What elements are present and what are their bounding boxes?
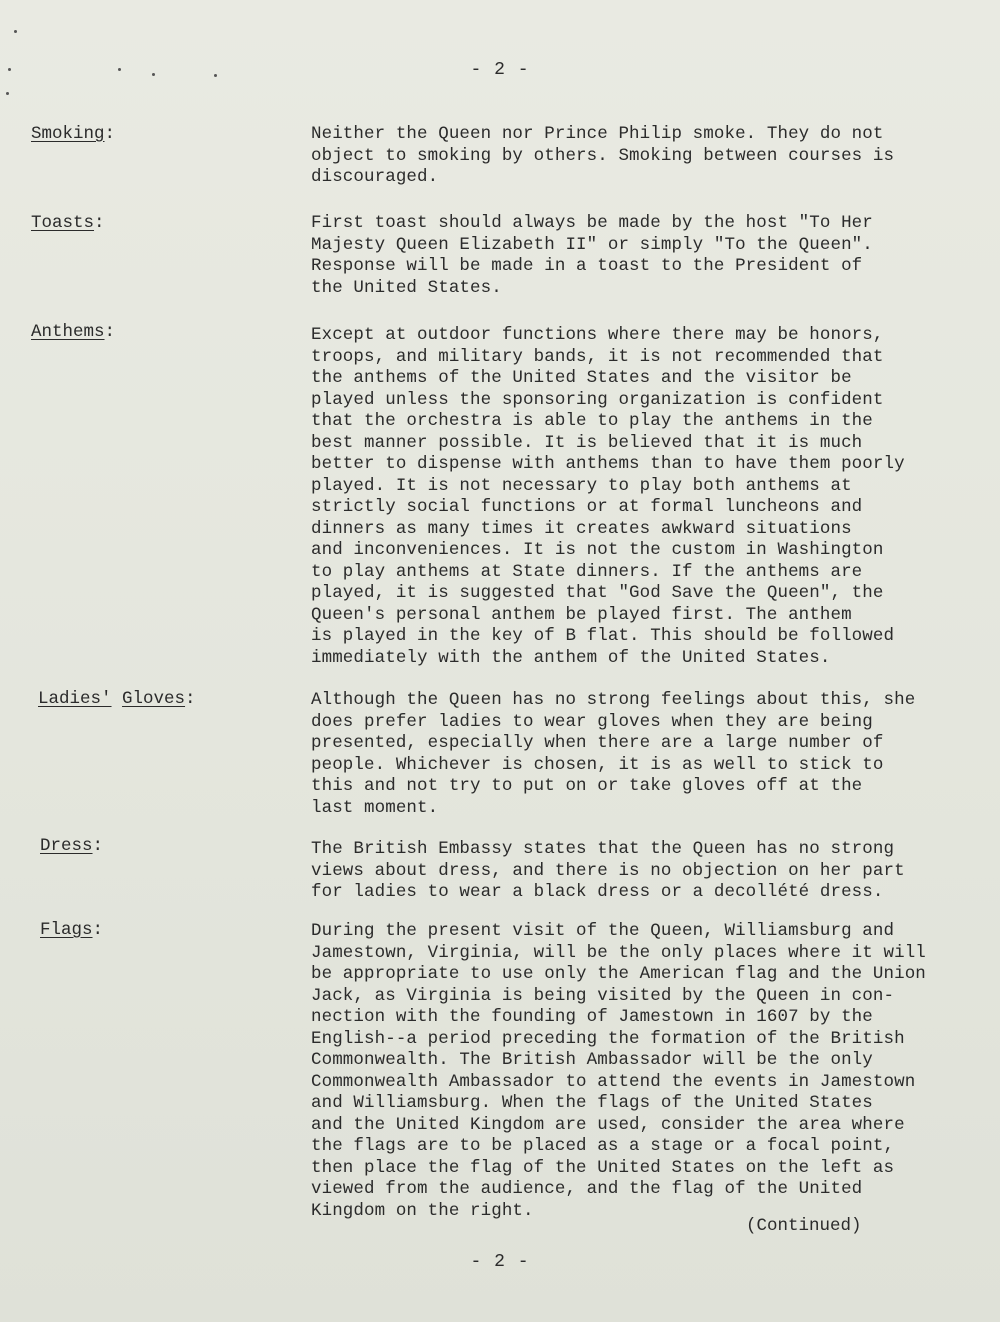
label-gloves-text: Gloves xyxy=(122,689,186,709)
stray-mark xyxy=(6,92,9,95)
label-anthems-text: Anthems xyxy=(31,322,105,342)
label-smoking-text: Smoking xyxy=(31,124,105,144)
label-flags: Flags: xyxy=(40,920,104,940)
label-smoking: Smoking: xyxy=(31,124,116,144)
page-number-top: - 2 - xyxy=(470,60,530,80)
text-ladies-gloves: Although the Queen has no strong feelings about this, she does prefer ladies to wear gloves when they are being presented, especially when there are a large number of people. Whichever is chosen, it is as well to stick to this and not try to put on or take gloves off at the last moment. xyxy=(311,690,916,818)
continued-note: (Continued) xyxy=(746,1216,862,1236)
text-toasts: First toast should always be made by the host "To Her Majesty Queen Elizabeth II" or simply "To the Queen". Response will be made in a toast to the President of the United States. xyxy=(311,213,873,298)
label-flags-text: Flags xyxy=(40,920,93,940)
text-flags: During the present visit of the Queen, Williamsburg and Jamestown, Virginia, will be the only places where it will be appropriate to use only the American flag and the Union Jack, as Virginia is being visited by the Queen in con- nection with the founding of Jamestown in 1607 by the English--a period preceding the formation of the British Commonwealth. The British Ambassador will be the only Commonwealth Ambassador to attend the events in Jamestown and Williamsburg. When the flags of the United States and the United Kingdom are used, consider the area where the flags are to be placed as a stage or a focal point, then place the flag of the United States on the left as viewed from the audience, and the flag of the United Kingdom on the right. xyxy=(311,921,926,1221)
label-ladies-text: Ladies' xyxy=(38,689,112,709)
page-number-bottom: - 2 - xyxy=(470,1252,530,1272)
label-toasts-text: Toasts xyxy=(31,213,95,233)
label-ladies-gloves: Ladies' Gloves: xyxy=(38,689,196,709)
label-dress: Dress: xyxy=(40,836,104,856)
stray-mark xyxy=(14,30,17,33)
label-toasts: Toasts: xyxy=(31,213,105,233)
text-smoking: Neither the Queen nor Prince Philip smoke. They do not object to smoking by others. Smoking between courses is discouraged. xyxy=(311,124,895,187)
label-anthems: Anthems: xyxy=(31,322,116,342)
text-dress: The British Embassy states that the Queen has no strong views about dress, and there is no objection on her part for ladies to wear a black dress or a decollété dress. xyxy=(311,839,905,902)
label-dress-text: Dress xyxy=(40,836,93,856)
text-anthems: Except at outdoor functions where there may be honors, troops, and military bands, it is not recommended that the anthems of the United States and the visitor be played unless the sponsoring organization is confident that the orchestra is able to play the anthems in the best manner possible. It is believed that it is much better to dispense with anthems than to have them poorly played. It is not necessary to play both anthems at strictly social functions or at formal luncheons and dinners as many times it creates awkward situations and inconveniences. It is not the custom in Washington to play anthems at State dinners. If the anthems are played, it is suggested that "God Save the Queen", the Queen's personal anthem be played first. The anthem is played in the key of B flat. This should be followed immediately with the anthem of the United States. xyxy=(311,325,905,668)
